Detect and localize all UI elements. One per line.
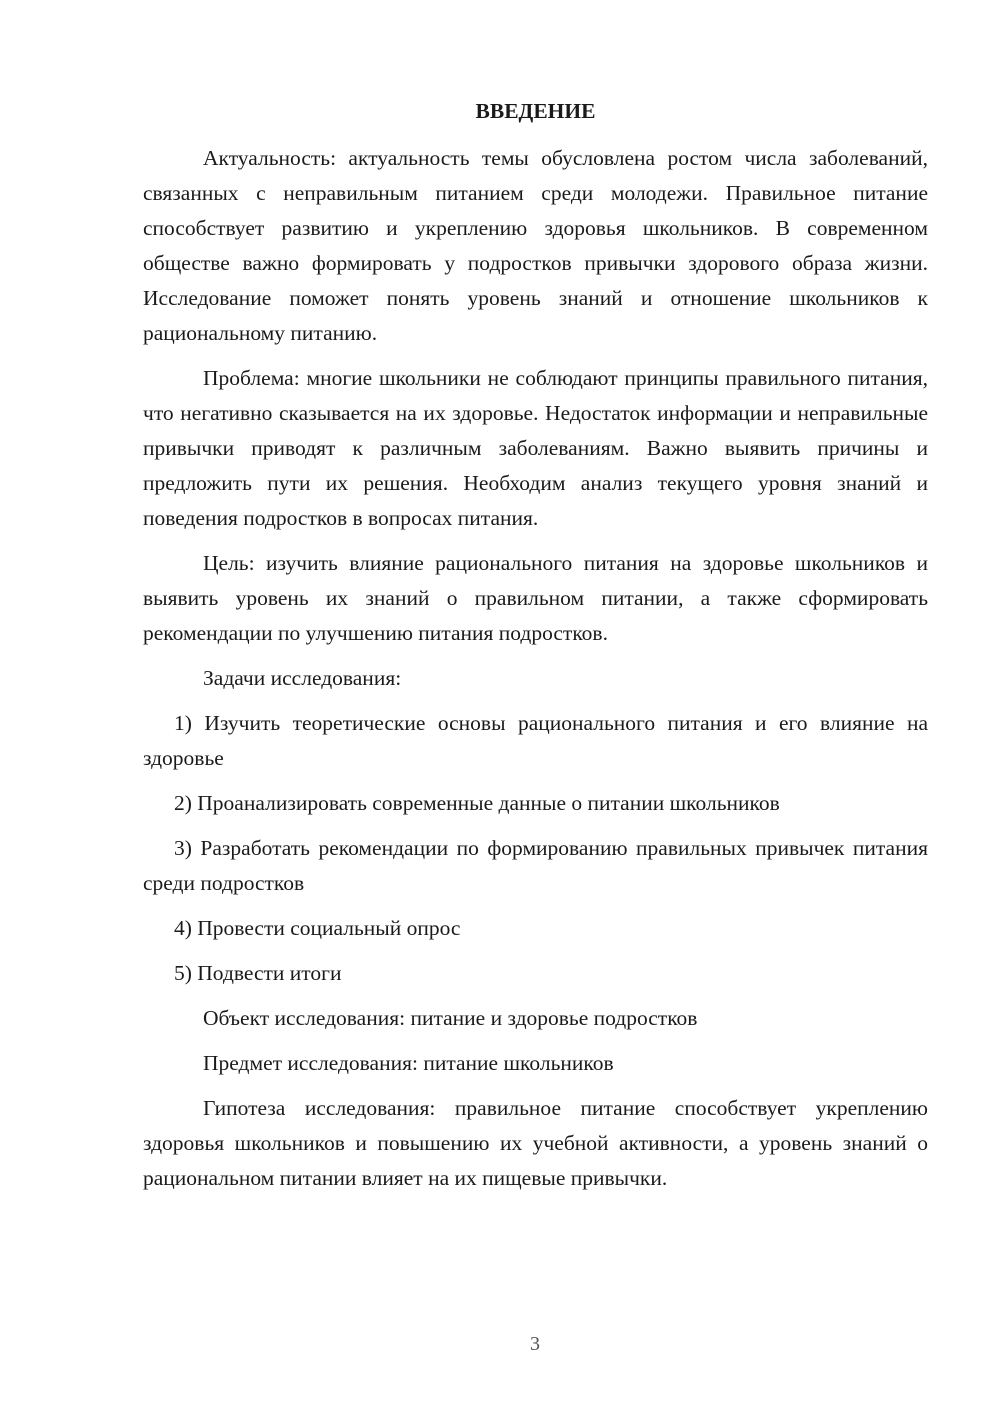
relevance-paragraph: Актуальность: актуальность темы обусловлена ростом числа заболеваний, связанных с неправильным питанием среди молодежи. Правильное питание способствует развитию и укреплению здоровья школьников. В современном обществе важно формировать у подростков привычки здорового образа жизни. Исследование поможет понять уровень знаний и отношение школьников к рациональному питанию. (143, 146, 928, 345)
research-subject: Предмет исследования: питание школьников (203, 1051, 614, 1075)
task-item-4: 4) Провести социальный опрос (174, 916, 461, 940)
task-item-3: 3) Разработать рекомендации по формированию правильных привычек питания среди подростков (143, 836, 928, 895)
task-item-5: 5) Подвести итоги (174, 961, 342, 985)
goal-paragraph: Цель: изучить влияние рационального питания на здоровье школьников и выявить уровень их знаний о правильном питании, а также сформировать рекомендации по улучшению питания подростков. (143, 551, 928, 645)
problem-paragraph: Проблема: многие школьники не соблюдают принципы правильного питания, что негативно сказывается на их здоровье. Недостаток информации и неправильные привычки приводят к различным заболеваниям. Важно выявить причины и предложить пути их решения. Необходим анализ текущего уровня знаний и поведения подростков в вопросах питания. (143, 366, 928, 530)
hypothesis-paragraph: Гипотеза исследования: правильное питание способствует укреплению здоровья школьников и повышению их учебной активности, а уровень знаний о рациональном питании влияет на их пищевые привычки. (143, 1096, 928, 1190)
page-content (143, 94, 928, 1206)
tasks-heading: Задачи исследования: (203, 666, 402, 690)
research-object: Объект исследования: питание и здоровье подростков (203, 1006, 698, 1030)
page-number: 3 (530, 1333, 540, 1355)
task-item-2: 2) Проанализировать современные данные о питании школьников (174, 791, 780, 815)
task-item-1: 1) Изучить теоретические основы рационального питания и его влияние на здоровье (143, 711, 928, 770)
page-title: ВВЕДЕНИЕ (475, 99, 596, 123)
